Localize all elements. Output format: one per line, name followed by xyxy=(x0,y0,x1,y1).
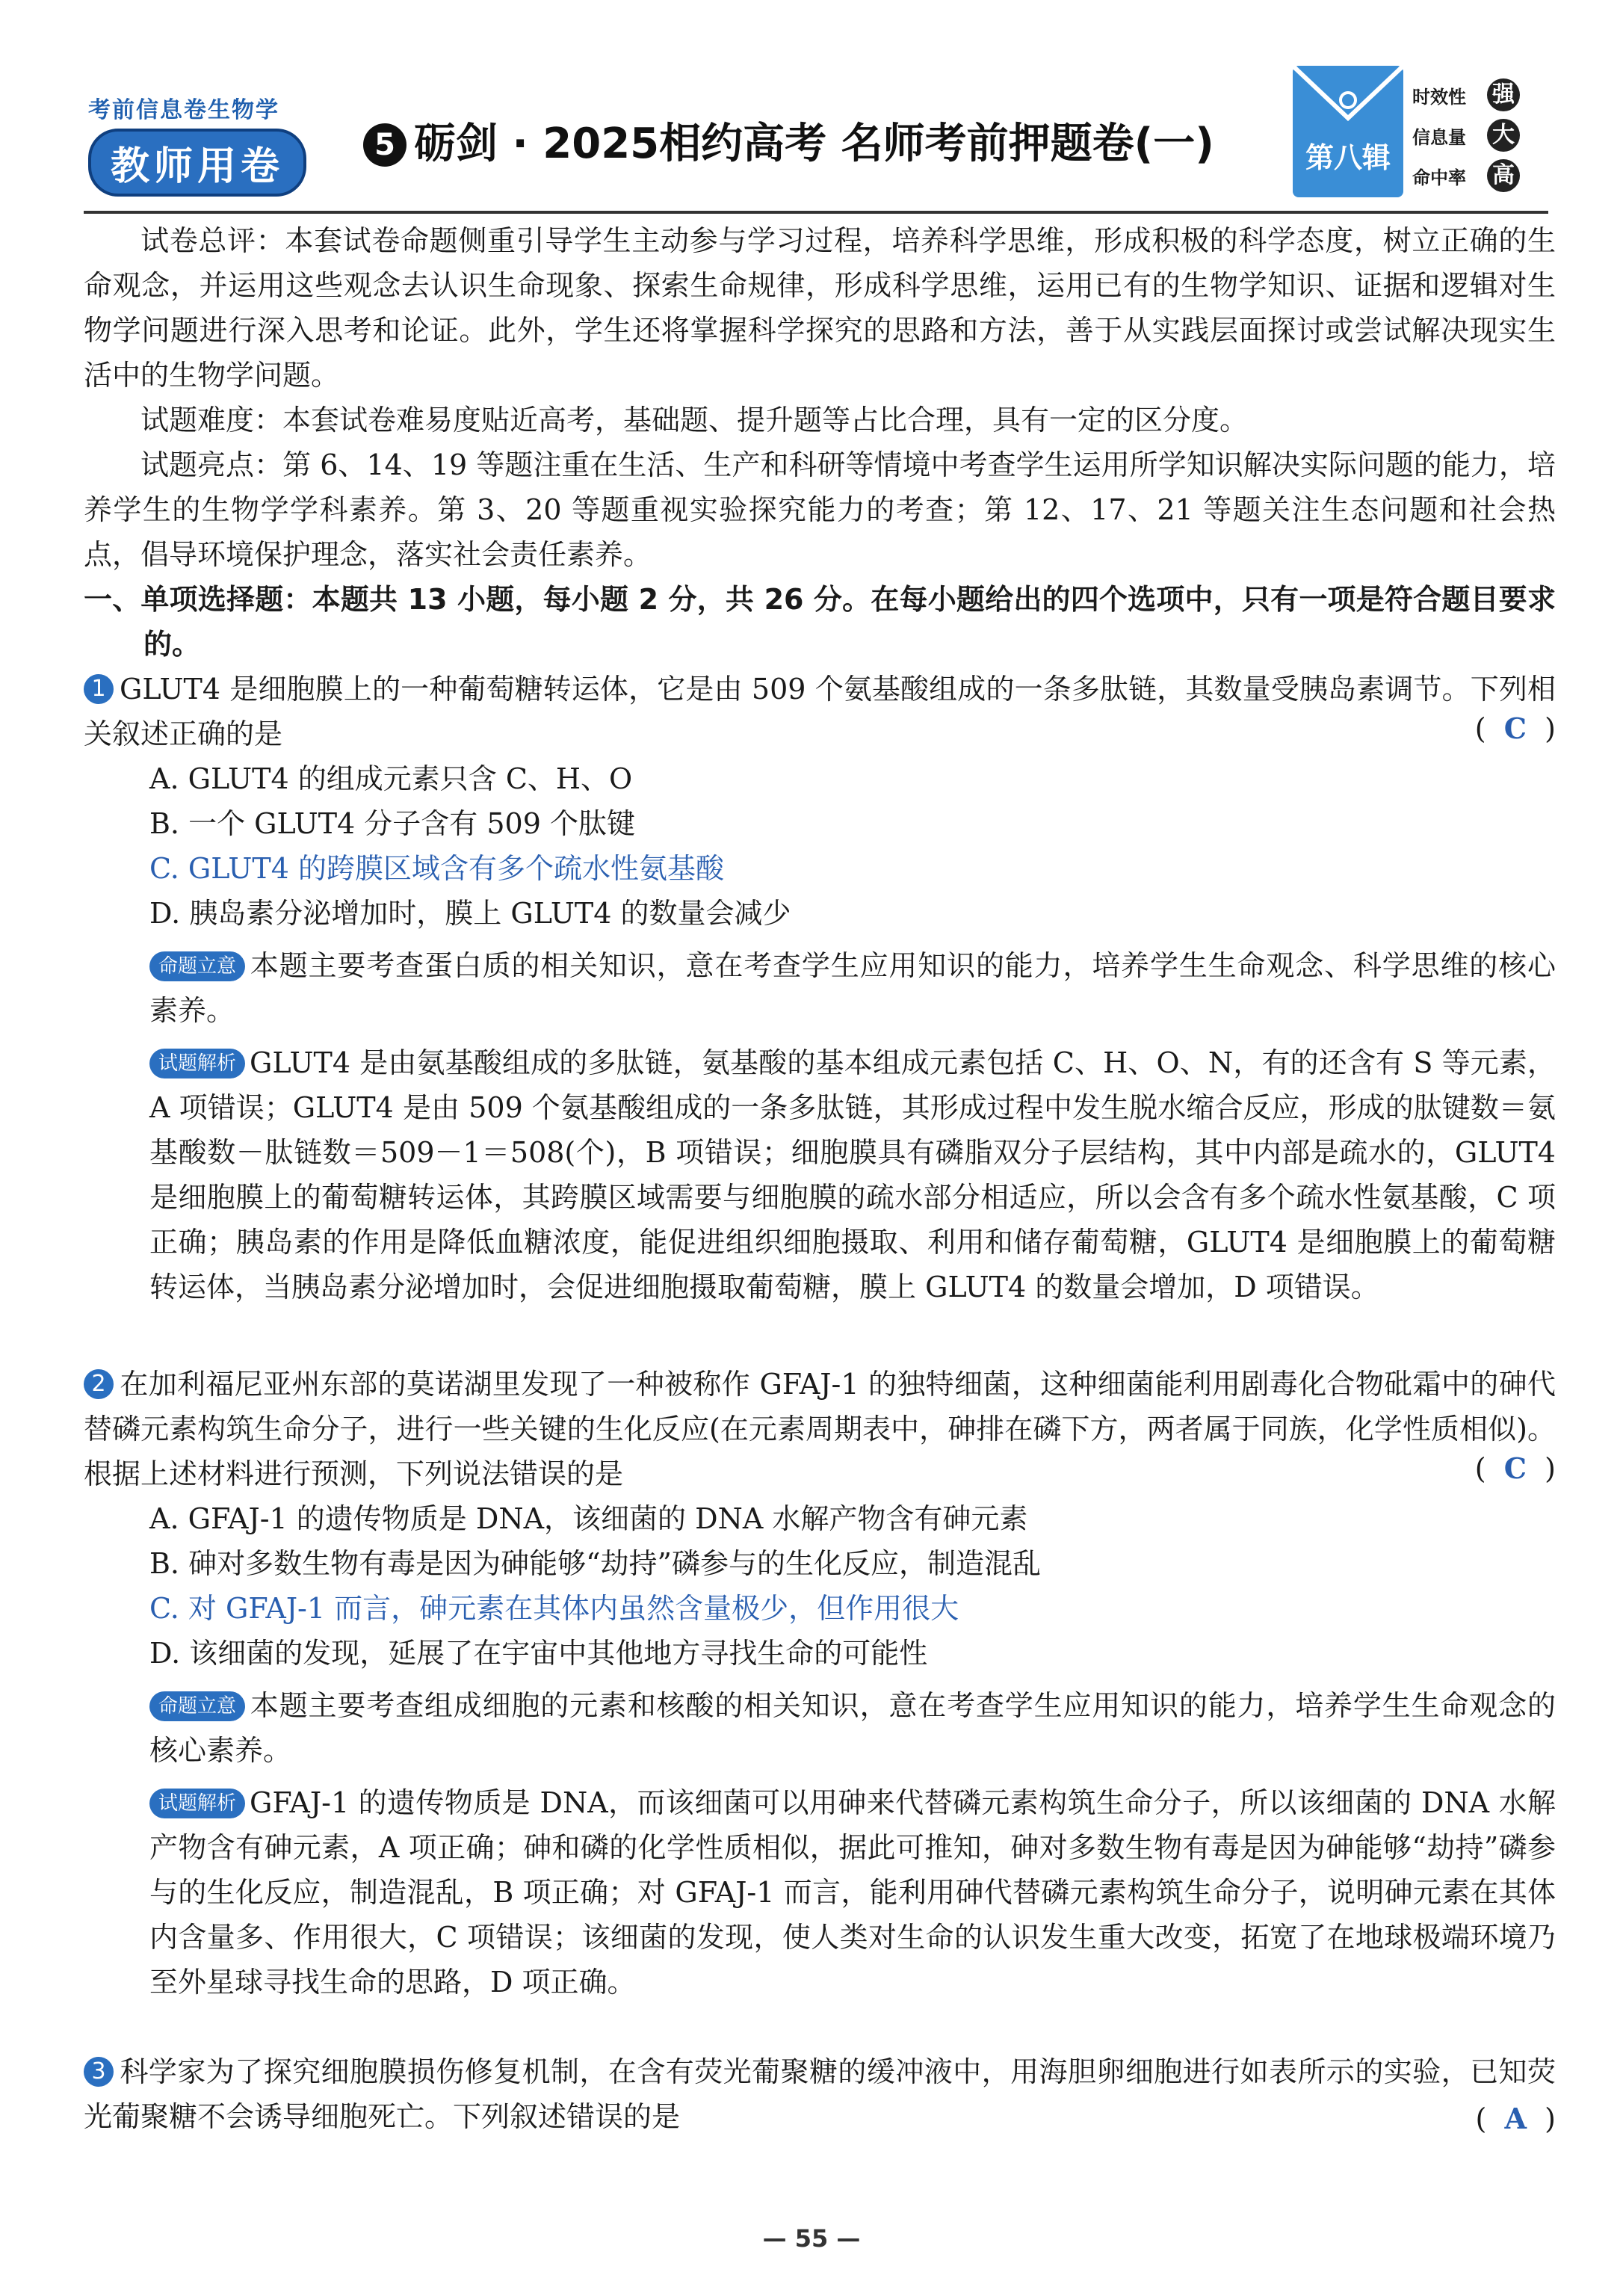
question-1-intent xyxy=(84,943,1556,1033)
option-a: A. GLUT4 的组成元素只含 C、H、O xyxy=(149,762,633,795)
question-1-analysis xyxy=(84,1040,1556,1309)
option-b: B. 砷对多数生物有毒是因为砷能够“劫持”磷参与的生化反应，制造混乱 xyxy=(149,1547,1041,1580)
option-d: D. 该细菌的发现，延展了在宇宙中其他地方寻找生命的可能性 xyxy=(149,1637,928,1670)
envelope-icon xyxy=(1293,66,1403,197)
question-number-badge: 2 xyxy=(84,1369,114,1399)
question-1-stem xyxy=(84,667,1556,756)
answer-letter: A xyxy=(1504,2102,1527,2135)
answer-letter: C xyxy=(1503,1451,1527,1485)
rating-value: 高 xyxy=(1487,159,1520,192)
rating-row xyxy=(1412,155,1539,196)
rating-value: 大 xyxy=(1487,119,1520,152)
rating-label: 命中率 xyxy=(1412,167,1466,188)
question-3-text: 科学家为了探究细胞膜损伤修复机制，在含有荧光葡聚糖的缓冲液中，用海胆卵细胞进行如表所示的实验，已知荧光葡聚糖不会诱导细胞死亡。下列叙述错误的是 xyxy=(84,2055,1556,2133)
question-2-answer: ( C ) xyxy=(1474,1451,1556,1485)
summary-difficulty: 试题难度：本套试卷难易度贴近高考，基础题、提升题等占比合理，具有一定的区分度。 xyxy=(140,404,1249,436)
question-3-stem xyxy=(84,2049,1556,2139)
rating-panel xyxy=(1412,75,1539,196)
analysis-text: GFAJ-1 的遗传物质是 DNA，而该细菌可以用砷来代替磷元素构筑生命分子，所以该细菌的 DNA 水解产物含有砷元素，A 项正确；砷和磷的化学性质相似，据此可推知，砷对多数生物有毒是因为砷能够“劫持”磷参与的生化反应，制造混乱，B 项正确；对 GFAJ-1 而言，能利用砷代替磷元素构筑生命分子，说明砷元素在其体内含量多、作用很大，C 项错误；该细菌的发现，使人类对生命的认识发生重大改变，拓宽了在地球极端环境乃至外星球寻找生命的思路，D 项正确。 xyxy=(149,1786,1556,1999)
option-b: B. 一个 GLUT4 分子含有 509 个肽键 xyxy=(149,807,635,840)
question-1-answer: ( C ) xyxy=(1474,712,1556,745)
rating-label: 信息量 xyxy=(1412,126,1466,148)
option-d: D. 胰岛素分泌增加时，膜上 GLUT4 的数量会减少 xyxy=(149,897,791,930)
rating-row xyxy=(1412,75,1539,115)
analysis-tag: 试题解析 xyxy=(149,1789,245,1818)
question-2-stem xyxy=(84,1362,1556,1496)
brand-teacher-edition: 教师用卷 xyxy=(88,129,306,197)
analysis-tag: 试题解析 xyxy=(149,1049,245,1078)
paper-title xyxy=(363,111,1214,170)
paper-number-badge: 5 xyxy=(363,123,406,167)
question-number-badge: 3 xyxy=(84,2057,114,2087)
answer-letter: C xyxy=(1503,712,1527,745)
section-title: 一、单项选择题：本题共 13 小题，每小题 2 分，共 26 分。在每小题给出的四个选项中，只有一项是符合题目要求的。 xyxy=(84,583,1556,661)
intent-text: 本题主要考查蛋白质的相关知识，意在考查学生应用知识的能力，培养学生生命观念、科学思维的核心素养。 xyxy=(149,949,1556,1027)
question-1-text: GLUT4 是细胞膜上的一种葡萄糖转运体，它是由 509 个氨基酸组成的一条多肽链，其数量受胰岛素调节。下列相关叙述正确的是 xyxy=(84,673,1556,750)
intent-tag: 命题立意 xyxy=(149,1691,245,1721)
intent-text: 本题主要考查组成细胞的元素和核酸的相关知识，意在考查学生应用知识的能力，培养学生生命观念的核心素养。 xyxy=(149,1689,1556,1767)
summary-highlights: 试题亮点：第 6、14、19 等题注重在生活、生产和科研等情境中考查学生运用所学知识解决实际问题的能力，培养学生的生物学学科素养。第 3、20 等题重视实验探究能力的考查；第 12、17、21 等题关注生态问题和社会热点，倡导环境保护理念，落实社会责任素养。 xyxy=(84,448,1556,571)
option-c-correct: C. 对 GFAJ-1 而言，砷元素在其体内虽然含量极少，但作用很大 xyxy=(149,1592,959,1625)
intent-tag: 命题立意 xyxy=(149,951,245,981)
paper-title-text: 砺剑 · 2025相约高考 名师考前押题卷(一) xyxy=(414,120,1214,168)
question-3-answer: ( A ) xyxy=(1475,2102,1556,2135)
question-2-text: 在加利福尼亚州东部的莫诺湖里发现了一种被称作 GFAJ-1 的独特细菌，这种细菌能利用剧毒化合物砒霜中的砷代替磷元素构筑生命分子，进行一些关键的生化反应(在元素周期表中，砷排在磷下方，两者属于同族，化学性质相似)。根据上述材料进行预测，下列说法错误的是 xyxy=(84,1368,1556,1490)
brand-subtitle: 考前信息卷生物学 xyxy=(88,97,279,123)
envelope-label: 第八辑 xyxy=(1305,141,1391,174)
page-header xyxy=(0,0,1623,217)
header-divider xyxy=(84,211,1548,214)
rating-value: 强 xyxy=(1487,78,1520,111)
envelope-flap-icon xyxy=(1293,66,1403,133)
option-a: A. GFAJ-1 的遗传物质是 DNA，该细菌的 DNA 水解产物含有砷元素 xyxy=(149,1502,1028,1535)
question-2-intent xyxy=(84,1683,1556,1773)
rating-row xyxy=(1412,115,1539,155)
question-2-analysis xyxy=(84,1780,1556,2005)
page-number: — 55 — xyxy=(762,2224,861,2253)
summary-overall: 试卷总评：本套试卷命题侧重引导学生主动参与学习过程，培养科学思维，形成积极的科学态度，树立正确的生命观念，并运用这些观念去认识生命现象、探索生命规律，形成科学思维，运用已有的生物学知识、证据和逻辑对生物学问题进行深入思考和论证。此外，学生还将掌握科学探究的思路和方法，善于从实践层面探讨或尝试解决现实生活中的生物学问题。 xyxy=(84,224,1556,392)
question-number-badge: 1 xyxy=(84,674,114,704)
brand-logo xyxy=(88,91,335,197)
analysis-text: GLUT4 是由氨基酸组成的多肽链，氨基酸的基本组成元素包括 C、H、O、N，有的还含有 S 等元素，A 项错误；GLUT4 是由 509 个氨基酸组成的一条多肽链，其形成过程中发生脱水缩合反应，形成的肽键数＝氨基酸数－肽链数＝509－1＝508(个)，B 项错误；细胞膜具有磷脂双分子层结构，其中内部是疏水的，GLUT4 是细胞膜上的葡萄糖转运体，其跨膜区域需要与细胞膜的疏水部分相适应，所以会含有多个疏水性氨基酸，C 项正确；胰岛素的作用是降低血糖浓度，能促进组织细胞摄取、利用和储存葡萄糖，GLUT4 是细胞膜上的葡萄糖转运体，当胰岛素分泌增加时，会促进细胞摄取葡萄糖，膜上 GLUT4 的数量会增加，D 项错误。 xyxy=(149,1046,1556,1303)
option-c-correct: C. GLUT4 的跨膜区域含有多个疏水性氨基酸 xyxy=(149,852,725,885)
rating-label: 时效性 xyxy=(1412,86,1466,108)
